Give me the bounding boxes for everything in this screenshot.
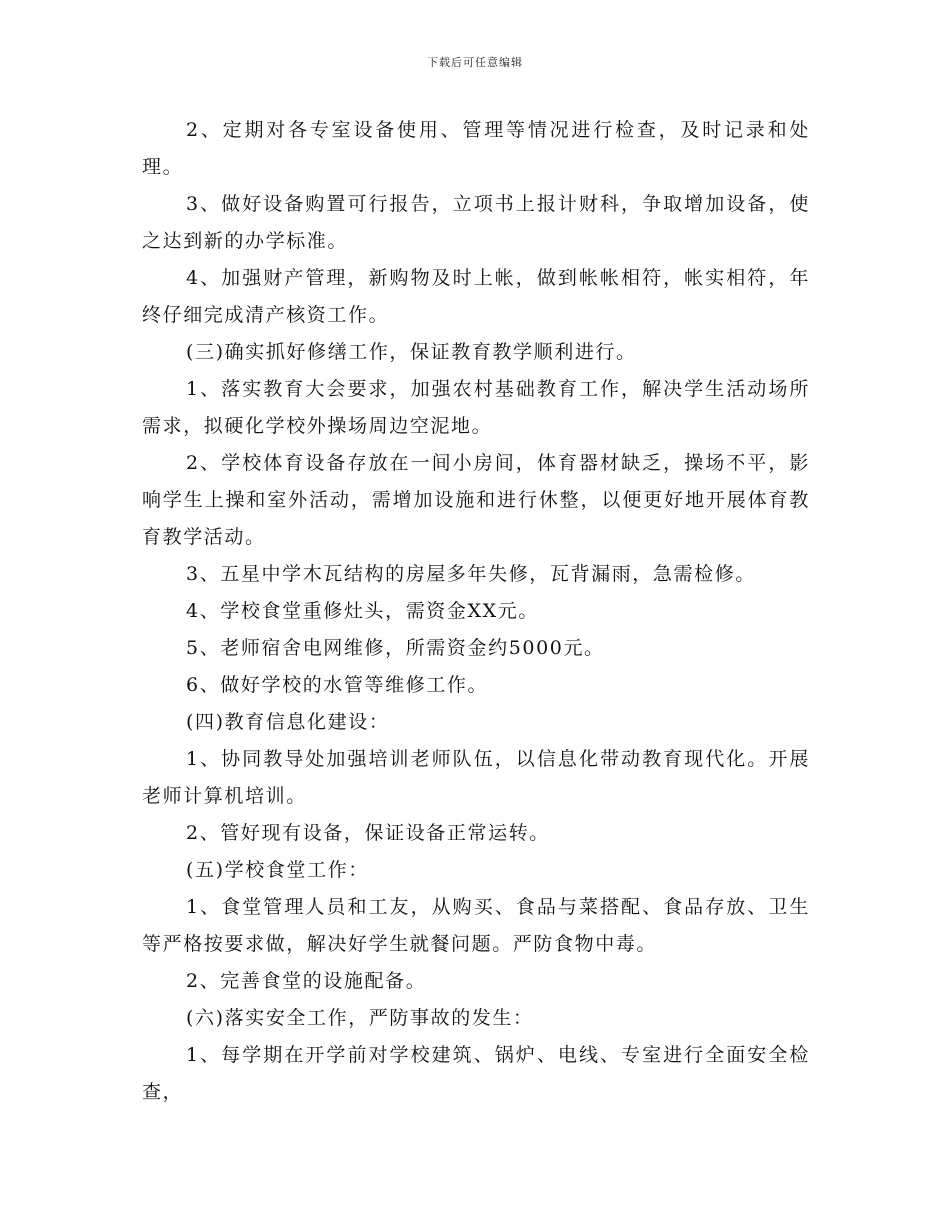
section-heading: (三)确实抓好修缮工作，保证教育教学顺利进行。 (186, 341, 637, 363)
paragraph: 2、学校体育设备存放在一间小房间，体育器材缺乏，操场不平，影响学生上操和室外活动，需增加设施和进行休整，以便更好地开展体育教育教学活动。 (142, 452, 810, 548)
document-body (142, 112, 810, 1111)
paragraph: 1、落实教育大会要求，加强农村基础教育工作，解决学生活动场所需求，拟硬化学校外操场周边空泥地。 (142, 378, 810, 437)
paragraph: 1、协同教导处加强培训老师队伍，以信息化带动教育现代化。开展老师计算机培训。 (142, 748, 810, 807)
section-heading: (六)落实安全工作，严防事故的发生： (186, 1007, 534, 1029)
paragraph: 4、学校食堂重修灶头，需资金XX元。 (186, 600, 539, 622)
paragraph: 5、老师宿舍电网维修，所需资金约5000元。 (186, 637, 605, 659)
paragraph: 2、完善食堂的设施配备。 (186, 970, 427, 992)
paragraph: 6、做好学校的水管等维修工作。 (186, 674, 489, 696)
paragraph: 1、食堂管理人员和工友，从购买、食品与菜搭配、食品存放、卫生等严格按要求做，解决好学生就餐问题。严防食物中毒。 (142, 896, 810, 955)
page-header: 下载后可任意编辑 (427, 56, 523, 69)
paragraph: 3、做好设备购置可行报告，立项书上报计财科，争取增加设备，使之达到新的办学标准。 (142, 193, 810, 252)
paragraph: 3、五星中学木瓦结构的房屋多年失修，瓦背漏雨，急需检修。 (186, 563, 756, 585)
paragraph: 2、定期对各专室设备使用、管理等情况进行检查，及时记录和处理。 (142, 119, 810, 178)
paragraph: 4、加强财产管理，新购物及时上帐，做到帐帐相符，帐实相符，年终仔细完成清产核资工作。 (142, 267, 810, 326)
paragraph: 1、每学期在开学前对学校建筑、锅炉、电线、专室进行全面安全检查， (142, 1044, 810, 1103)
section-heading: (四)教育信息化建设： (186, 711, 390, 733)
paragraph: 2、管好现有设备，保证设备正常运转。 (186, 822, 550, 844)
section-heading: (五)学校食堂工作： (186, 859, 369, 881)
